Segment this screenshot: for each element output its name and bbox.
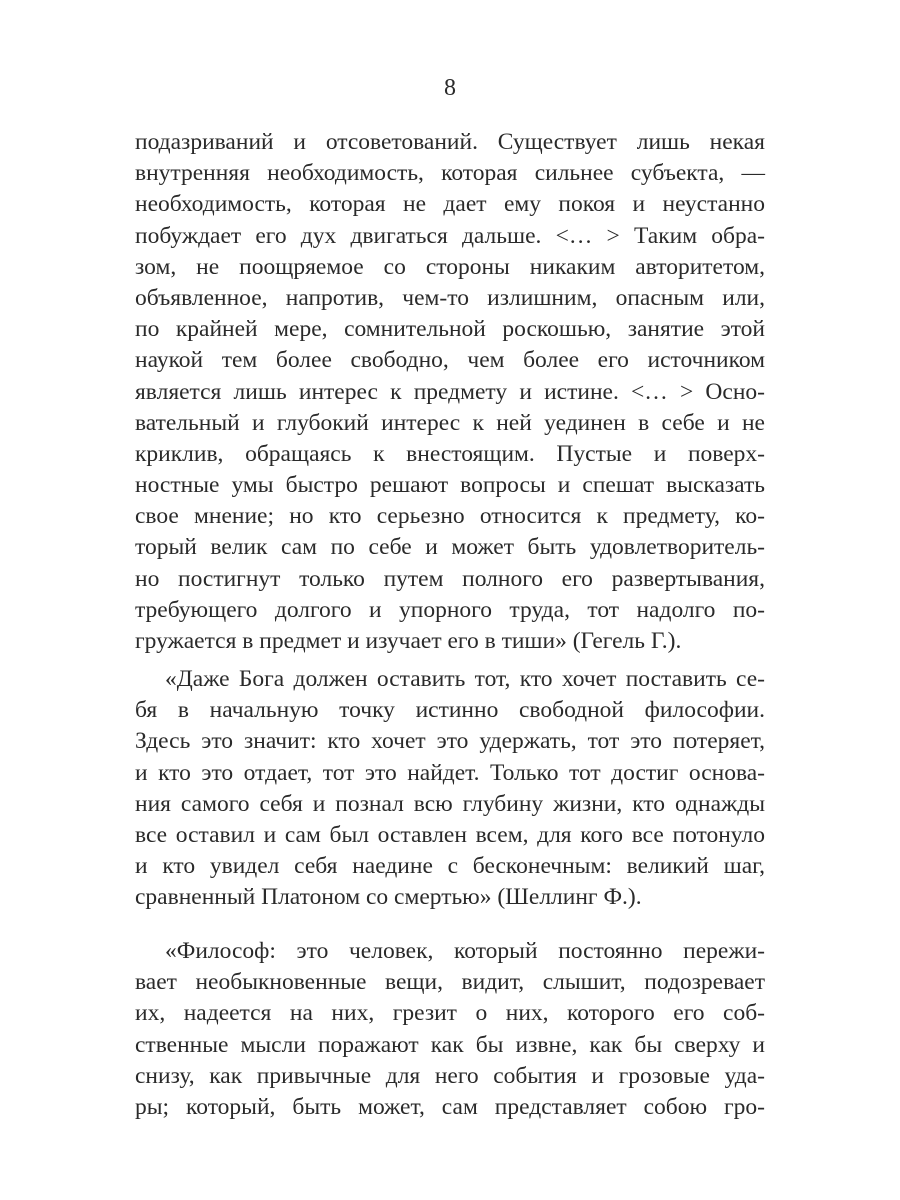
text-line: но постигнут только путем полного его развертывания, [135,565,765,592]
text-line: торый велик сам по себе и может быть удовлетворитель- [135,534,765,561]
text-line: зом, не поощряемое со стороны никаким авторитетом, [135,253,765,280]
text-line: объявленное, напротив, чем-то излишним, опасным или, [135,284,765,311]
text-line: вательный и глубокий интерес к ней уединен в себе и не [135,409,765,436]
text-line: «Философ: это человек, который постоянно пережи- [165,938,765,964]
text-line: все оставил и сам был оставлен всем, для кого все потонуло [135,821,765,848]
text-line: их, надеется на них, грезит о них, которого его соб- [135,1000,765,1027]
text-line: и кто это отдает, тот это найдет. Только тот достиг основа- [135,759,765,786]
text-line: требующего долгого и упорного труда, тот надолго по- [135,596,765,623]
text-line: необходимость, которая не дает ему покоя и неустанно [135,191,765,218]
page-number: 8 [444,75,456,101]
text-line: сравненный Платоном со смертью» (Шеллинг Ф.). [135,884,642,911]
paragraph-schelling-quote [135,664,765,914]
text-line: вает необыкновенные вещи, видит, слышит, подозревает [135,969,765,996]
text-line: ностные умы быстро решают вопросы и спешат высказать [135,472,765,499]
text-line: является лишь интерес к предмету и истине. <… > Осно- [135,378,765,405]
text-line: снизу, как привычные для него события и грозовые уда- [135,1062,765,1089]
paragraph-philosopher-quote [135,936,765,1123]
text-line: ры; который, быть может, сам представляет собою гро- [135,1093,765,1120]
text-line: ния самого себя и познал всю глубину жизни, кто однажды [135,790,765,817]
text-line: побуждает его дух двигаться дальше. <… > Таким обра- [135,222,765,249]
text-line: по крайней мере, сомнительной роскошью, занятие этой [135,316,765,343]
text-line: наукой тем более свободно, чем более его источником [135,347,765,374]
paragraph-hegel-quote [135,127,765,657]
text-line: подазриваний и отсоветований. Существует лишь некая [135,129,765,155]
text-line: криклив, обращаясь к внестоящим. Пустые и поверх- [135,440,765,467]
text-line: гружается в предмет и изучает его в тиши» (Гегель Г.). [135,628,682,654]
text-line: «Даже Бога должен оставить тот, кто хочет поставить се- [165,666,765,692]
text-line: ственные мысли поражают как бы извне, как бы сверху и [135,1031,765,1058]
text-line: внутренняя необходимость, которая сильнее субъекта, — [135,160,765,187]
text-line: Здесь это значит: кто хочет это удержать, тот это потеряет, [135,728,765,755]
text-line: бя в начальную точку истинно свободной философии. [135,697,765,724]
text-line: свое мнение; но кто серьезно относится к предмету, ко- [135,503,765,530]
text-line: и кто увидел себя наедине с бесконечным: великий шаг, [135,853,765,880]
